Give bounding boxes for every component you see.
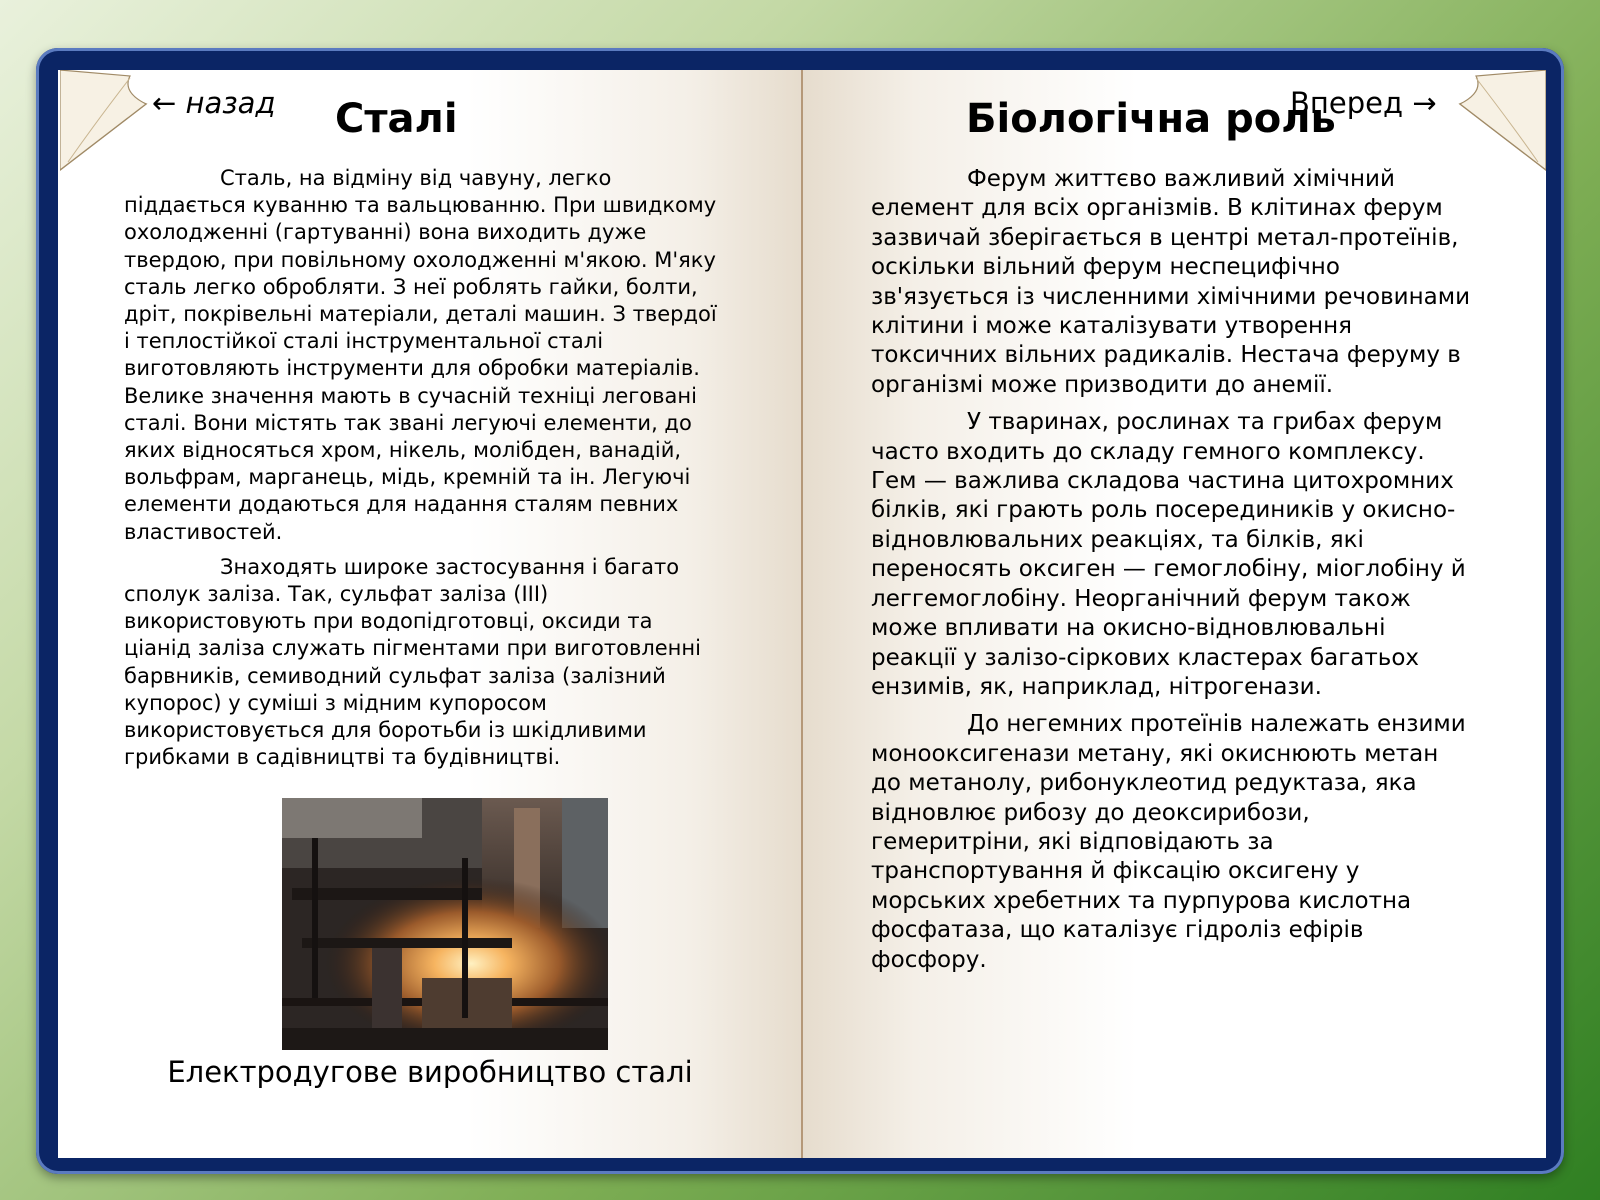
left-page-text: [124, 165, 724, 779]
back-label: назад: [185, 86, 276, 120]
paragraph: Знаходять широке застосування і багато сполук заліза. Так, сульфат заліза (III) використовують при водопідготовці, оксиди та ціанід заліза служать пігментами при виготовленні барвників, семиводний сульфат заліза (залізний купорос) у суміші з мідним купоросом використовується для боротьби із шкідливими грибками в садівництві та будівництві.: [124, 554, 701, 770]
arrow-right-icon: →: [1412, 86, 1437, 120]
right-page-text: [871, 165, 1471, 983]
book-spine: [801, 70, 803, 1158]
paragraph: Ферум життєво важливий хімічний елемент для всіх організмів. В клітинах ферум зазвичай зберігається в центрі метал-протеїнів, оскільки вільний ферум неспецифічно зв'язується із численними хімічними речовинами клітини і може каталізувати утворення токсичних вільних радикалів. Нестача феруму в організмі може призводити до анемії.: [871, 166, 1471, 398]
paragraph: До негемних протеїнів належать ензими монооксигенази метану, які окиснюють метан до метанолу, рибонуклеотид редуктаза, яка відновлює рибозу до деоксирибози, гемеритріни, які відповідають за транспортування й фіксацію оксигену у морських хребетних та пурпурова кислотна фосфатаза, що каталізує гідроліз ефірів фосфору.: [871, 711, 1466, 973]
figure-caption: Електродугове виробництво сталі: [167, 1055, 693, 1089]
paragraph: Сталь, на відміну від чавуну, легко піддається куванню та вальцюванню. При швидкому охолодженні (гартуванні) вона виходить дуже твердою, при повільному охолодженні м'якою. М'яку сталь легко обробляти. З неї роблять гайки, болти, дріт, покрівельні матеріали, деталі машин. З твердої і теплостійкої сталі інструментальної сталі виготовляють інструменти для обробки матеріалів. Велике значення мають в сучасній техніці леговані сталі. Вони містять так звані легуючі елементи, до яких відносяться хром, нікель, молібден, ванадій, вольфрам, марганець, мідь, кремній та ін. Легуючі елементи додаються для надання сталям певних властивостей.: [124, 166, 717, 544]
arrow-left-icon: ←: [152, 86, 177, 120]
right-page-title: Біологічна роль: [966, 96, 1336, 142]
back-link[interactable]: [152, 86, 276, 120]
open-book: [58, 70, 1546, 1158]
left-page-title: Сталі: [335, 96, 458, 142]
steel-furnace-photo: [282, 798, 608, 1050]
paragraph: У тваринах, рослинах та грибах ферум часто входить до складу гемного комплексу. Гем — важлива складова частина цитохромних білків, які грають роль посередиників у окисно-відновлювальних реакціях, та білків, які переносять оксиген — гемоглобіну, міоглобіну й леггемоглобіну. Неорганічний ферум також може впливати на окисно-відновлювальні реакції у залізо-сіркових кластерах багатьох ензимів, як, наприклад, нітрогенази.: [871, 409, 1466, 700]
forward-label: Вперед: [1290, 86, 1403, 120]
page-curl-right-icon: [1450, 70, 1546, 180]
page-curl-left-icon: [60, 70, 156, 180]
